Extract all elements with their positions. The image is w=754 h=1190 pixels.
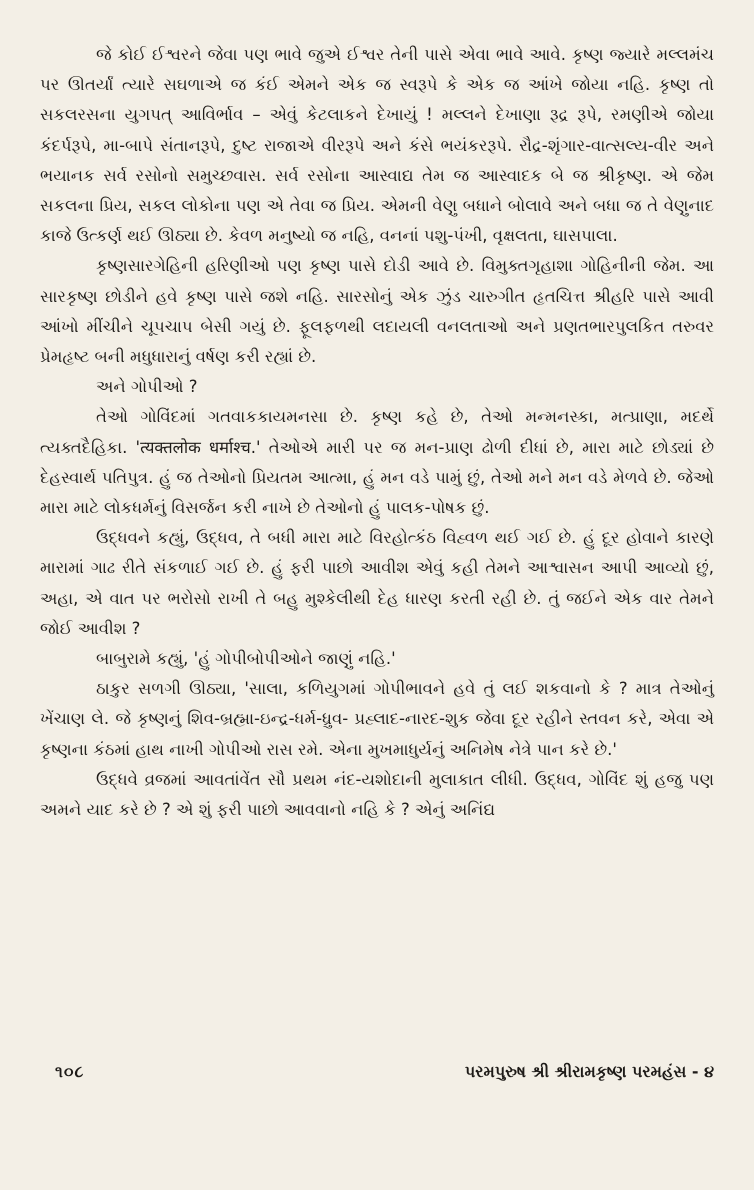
paragraph-4: તેઓ ગોવિંદમાં ગતવાકકાયમનસા છે. કૃષ્ણ કહે છે, તેઓ મન્મનસ્કા, મત્પ્રાણા, મદર્થે ત્યક્તદૈહિકા. 'त्यक्तलोक धर्माश्च.' તેઓએ મારી પર જ મન-પ્રાણ ઢોળી દીધાં છે, મારા માટે છોડ્યાં છે દેહસ્વાર્થ પતિપુત્ર. હું જ તેઓનો પ્રિયતમ આત્મા, હું મન વડે પામું છું, તેઓ મને મન વડે મેળવે છે. જેઓ મારા માટે લોકધર્મનું વિસર્જન કરી નાખે છે તેઓનો હું પાલક-પોષક છું. [40, 407, 714, 518]
paragraph-5: ઉદ્ધવને કહ્યું, ઉદ્ધવ, તે બધી મારા માટે વિરહોત્કંઠ વિહ્વળ થઈ ગઈ છે. હું દૂર હોવાને કારણે મારામાં ગાઢ રીતે સંકળાઈ ગઈ છે. હું ફરી પાછો આવીશ એવું કહી તેમને આશ્વાસન આપી આવ્યો છું, અહા, એ વાત પર ભરોસો રાખી તે બહુ મુશ્કેલીથી દેહ ધારણ કરતી રહી છે. તું જઈને એક વાર તેમને જોઈ આવીશ ? [40, 528, 714, 638]
paragraph-8: ઉદ્ધવે વ્રજમાં આવતાંવેંત સૌ પ્રથમ નંદ-યશોદાની મુલાકાત લીધી. ઉદ્ધવ, ગોવિંદ શું હજુ પણ અમને યાદ કરે છે ? એ શું ફરી પાછો આવવાનો નહિ કે ? એનું અનિંદ્ય [40, 769, 714, 820]
page-footer [55, 1062, 714, 1082]
running-title: પરમપુરુષ શ્રી શ્રીરામકૃષ્ણ પરમહંસ - ૪ [464, 1062, 714, 1081]
page-number: ૧૦૮ [55, 1062, 85, 1081]
paragraph-7: ઠાકુર સળગી ઊઠ્યા, 'સાલા, કળિયુગમાં ગોપીભાવને હવે તું લઈ શકવાનો કે ? માત્ર તેઓનું ખેંચાણ લે. જે કૃષ્ણનું શિવ-બ્રહ્મા-ઇન્દ્ર-ધર્મ-ધ્રુવ- પ્રહ્લાદ-નારદ-શુક જેવા દૂર રહીને સ્તવન કરે, એવા એ કૃષ્ણના કંઠમાં હાથ નાખી ગોપીઓ રાસ રમે. એના મુખમાધુર્યનું અનિમેષ નેત્રે પાન કરે છે.' [40, 679, 714, 759]
body-text [40, 40, 714, 825]
paragraph-1: જે કોઈ ઈશ્વરને જેવા પણ ભાવે જુએ ઈશ્વર તેની પાસે એવા ભાવે આવે. કૃષ્ણ જ્યારે મલ્લમંચ પર ઊતર્યાં ત્યારે સઘળાએ જ કંઈ એમને એક જ સ્વરૂપે કે એક જ આંખે જોયા નહિ. કૃષ્ણ તો સકલરસના યુગપત્ આવિર્ભાવ – એવું કેટલાકને દેખાયું ! મલ્લને દેખાણા રૂદ્ર રૂપે, રમણીએ જોયા કંદર્પરૂપે, મા-બાપે સંતાનરૂપે, દુષ્ટ રાજાએ વીરરૂપે અને કંસે ભયંકરરૂપે. રૌદ્ર-શૃંગાર-વાત્સલ્ય-વીર અને ભયાનક સર્વ રસોનો સમુચ્છવાસ. સર્વ રસોના આસ્વાદ્ય તેમ જ આસ્વાદક બે જ શ્રીકૃષ્ણ. એ જેમ સકલના પ્રિય, સકલ લોકોના પણ એ તેવા જ પ્રિય. એમની વેણુ બધાને બોલાવે અને બધા જ તે વેણુનાદ કાજે ઉત્કર્ણ થઈ ઊઠ્યા છે. કેવળ મનુષ્યો જ નહિ, વનનાં પશુ-પંખી, વૃક્ષલતા, ઘાસપાલા. [40, 45, 714, 246]
paragraph-3: અને ગોપીઓ ? [96, 377, 198, 397]
paragraph-2: કૃષ્ણસારગેહિની હરિણીઓ પણ કૃષ્ણ પાસે દોડી આવે છે. વિમુક્તગૃહાશા ગોહિનીની જેમ. આ સારકૃષ્ણ છોડીને હવે કૃષ્ણ પાસે જશે નહિ. સારસોનું એક ઝુંડ ચારુગીત હૃતચિત્ત શ્રીહરિ પાસે આવી આંખો મીંચીને ચૂપચાપ બેસી ગયું છે. ફૂલફળથી લદાયલી વનલતાઓ અને પ્રણતભારપુલકિત તરુવર પ્રેમહૃષ્ટ બની મધુધારાનું વર્ષણ કરી રહ્યાં છે. [40, 256, 714, 367]
paragraph-6: બાબુરામે કહ્યું, 'હું ગોપીબોપીઓને જાણું નહિ.' [96, 649, 396, 669]
